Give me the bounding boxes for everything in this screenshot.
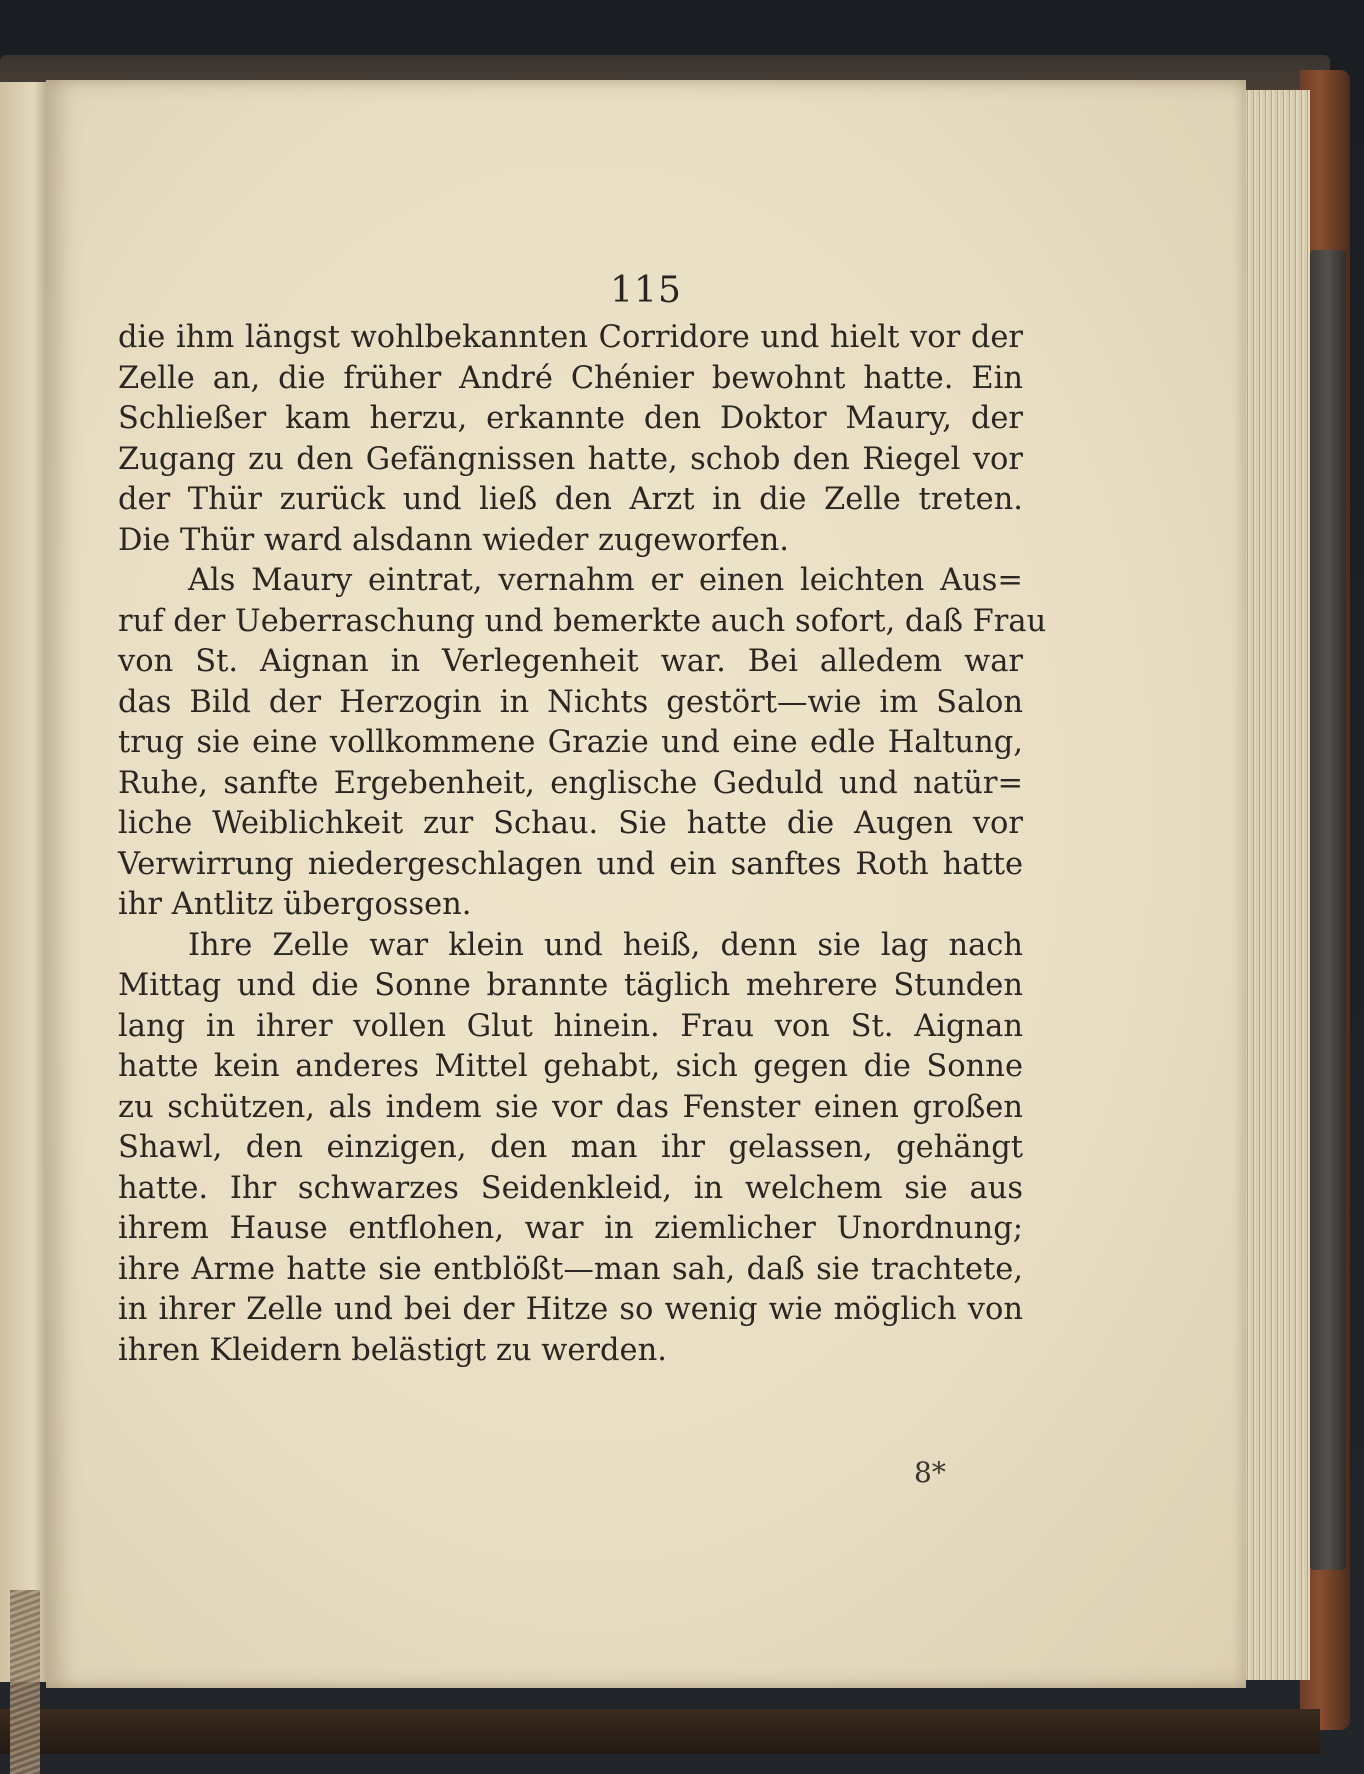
text-line: Die Thür ward alsdann wieder zugeworfen. [118,522,789,558]
body-text [118,318,1047,1371]
text-line: hatte. Ihr schwarzes Seidenkleid, in welchem sie aus [118,1170,1023,1206]
text-line: Zelle an, die früher André Chénier bewohnt hatte. Ein [118,360,1023,396]
left-page-edge [0,82,50,1682]
printer-signature-mark: 8* [914,1456,946,1489]
text-line: Zugang zu den Gefängnissen hatte, schob den Riegel vor [118,441,1023,477]
text-line: die ihm längst wohlbekannten Corridore und hielt vor der [118,320,1023,355]
text-line: in ihrer Zelle und bei der Hitze so wenig wie möglich von [118,1292,1023,1327]
text-line: ihren Kleidern belästigt zu werden. [118,1332,667,1368]
text-line: das Bild der Herzogin in Nichts gestört—wie im Salon [118,684,1023,720]
bookmark-ribbon [10,1590,40,1774]
text-line: Shawl, den einzigen, den man ihr gelassen, gehängt [118,1130,1023,1165]
book-cover-bottom [0,1709,1320,1754]
page-number: 115 [610,270,682,311]
text-line: Ihre Zelle war klein und heiß, denn sie lag nach [188,927,1023,963]
text-line: Verwirrung niedergeschlagen und ein sanftes Roth hatte [118,846,1023,882]
text-line: der Thür zurück und ließ den Arzt in die Zelle treten. [118,482,1023,517]
text-line: Als Maury eintrat, vernahm er einen leichten Aus= [188,563,1023,598]
text-line: lang in ihrer vollen Glut hinein. Frau von St. Aignan [118,1008,1023,1044]
text-line: Ruhe, sanfte Ergebenheit, englische Geduld und natür= [118,765,1023,801]
book-page [46,80,1246,1688]
text-line: ihre Arme hatte sie entblößt—man sah, daß sie trachtete, [118,1251,1023,1287]
text-line: zu schützen, als indem sie vor das Fenster einen großen [118,1089,1023,1125]
leather-binding [1310,250,1346,1570]
text-line: Schließer kam herzu, erkannte den Doktor Maury, der [118,401,1023,436]
text-line: trug sie eine vollkommene Grazie und eine edle Haltung, [118,725,1023,760]
text-line: Mittag und die Sonne brannte täglich mehrere Stunden [118,968,1023,1003]
text-line: liche Weiblichkeit zur Schau. Sie hatte die Augen vor [118,806,1023,841]
text-line: ihr Antlitz übergossen. [118,887,472,922]
text-line: ruf der Ueberraschung und bemerkte auch sofort, daß Frau [118,603,1047,639]
text-line: von St. Aignan in Verlegenheit war. Bei alledem war [118,644,1023,679]
text-line: hatte kein anderes Mittel gehabt, sich gegen die Sonne [118,1049,1023,1084]
text-line: ihrem Hause entflohen, war in ziemlicher Unordnung; [118,1211,1023,1246]
